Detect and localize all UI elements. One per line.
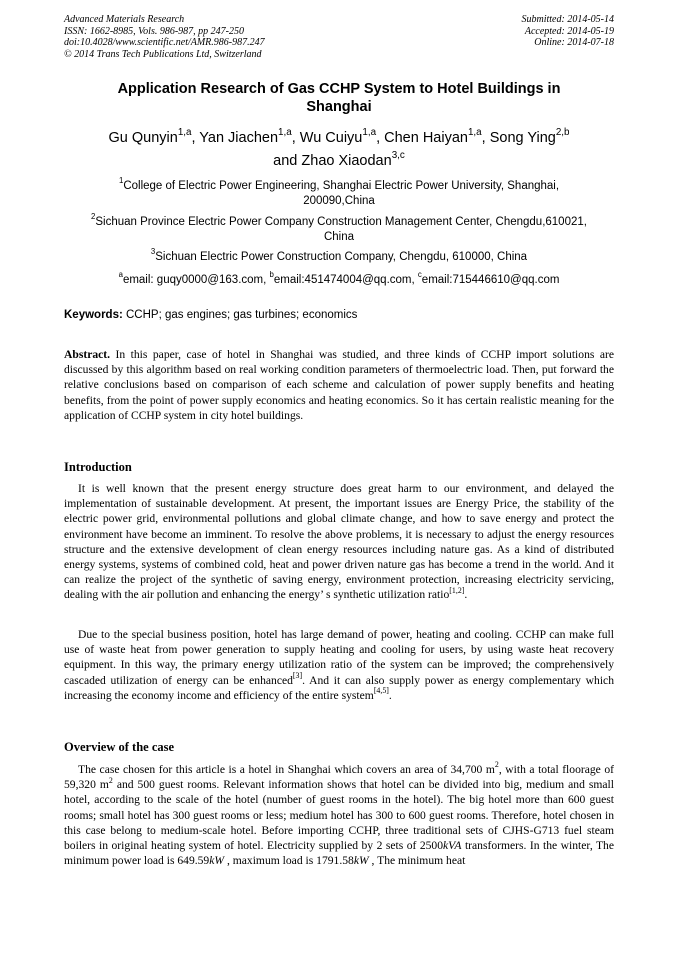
citation: [3]	[292, 670, 303, 680]
abstract-text: In this paper, case of hotel in Shanghai was studied, and three kinds of CCHP import solutions are discussed by this algorithm based on real working condition parameters of thermoelectric load. Then, put forward the relative conclusions based on comparison of each scheme and calculation of power supply benefits and heating benefits, from the point of power supply economics and heating economics. So it has certain realistic meaning for the application of CCHP system in city hotel buildings.	[64, 348, 614, 422]
unit-kw: kW	[353, 854, 369, 868]
affiliation-sup: 3	[150, 247, 156, 257]
author-name: Song Ying	[489, 130, 556, 146]
affiliation-text: College of Electric Power Engineering, Shanghai Electric Power University, Shanghai,	[123, 180, 560, 192]
keywords-text: CCHP; gas engines; gas turbines; economics	[122, 309, 358, 321]
doi-line[interactable]: doi:10.4028/www.scientific.net/AMR.986-987.247	[64, 37, 265, 48]
author-name: Yan Jiachen	[199, 130, 279, 146]
authors-line-1	[64, 127, 614, 150]
affiliation-1	[64, 176, 614, 208]
unit-kva: kVA	[443, 839, 462, 853]
section-heading-overview: Overview of the case	[64, 740, 175, 754]
unit-kw: kW	[209, 854, 225, 868]
author-name: Gu Qunyin	[108, 130, 178, 146]
dates-header	[522, 14, 615, 49]
affiliation-sup: 2	[91, 212, 96, 222]
paragraph-text: , maximum load is 1791.58	[224, 854, 354, 868]
affiliation-text: 200090,China	[303, 194, 375, 207]
author-sup: 2,b	[555, 127, 570, 139]
email-c[interactable]: email:715446610@qq.com	[421, 274, 560, 286]
keywords	[64, 308, 614, 323]
author-sep: ,	[481, 130, 490, 146]
paragraph-text: , with a total floorage of 59,320 m	[64, 763, 614, 792]
author-name: and Zhao Xiaodan	[273, 153, 392, 169]
online-date: Online: 2014-07-18	[534, 37, 614, 48]
paragraph-text: transformers. In the winter, The minimum power load is 649.59	[64, 839, 615, 868]
email-b[interactable]: email:451474004@qq.com,	[273, 274, 418, 286]
issn-line: ISSN: 1662-8985, Vols. 986-987, pp 247-250	[64, 25, 244, 37]
case-paragraph	[64, 762, 614, 868]
intro-paragraph-1	[64, 481, 614, 603]
author-sep: ,	[376, 130, 385, 146]
authors-line-2	[64, 150, 614, 173]
paragraph-text: .	[388, 688, 392, 702]
email-a[interactable]: email: guqy0000@163.com,	[122, 274, 270, 286]
intro-paragraph-2	[64, 627, 614, 703]
affiliation-text: Sichuan Electric Power Construction Company, Chengdu, 610000, China	[155, 251, 528, 263]
paragraph-text: The case chosen for this article is a hotel in Shanghai which covers an area of 34,700 m	[78, 763, 495, 776]
keywords-label: Keywords:	[64, 309, 123, 321]
author-name: Chen Haiyan	[384, 130, 468, 146]
affiliation-2	[64, 212, 614, 244]
unit-sup: 2	[494, 760, 499, 770]
author-sup: 1,a	[177, 127, 192, 139]
author-sup: 3,c	[391, 150, 405, 162]
abstract	[64, 347, 614, 423]
author-sup: 1,a	[278, 127, 292, 139]
affiliation-sup: 1	[118, 176, 124, 186]
author-sup: 1,a	[467, 127, 482, 139]
title-line-1: Application Research of Gas CCHP System to Hotel Buildings in	[117, 81, 561, 97]
paragraph-text: . And it can also supply power as energy complementary which increasing the economy income and efficiency of the entire system	[64, 673, 614, 702]
affiliation-text: China	[323, 230, 355, 243]
accepted-date: Accepted: 2014-05-19	[524, 25, 614, 37]
journal-name: Advanced Materials Research	[64, 14, 185, 25]
citation: [1,2]	[449, 585, 465, 595]
email-sup: b	[269, 270, 274, 280]
paper-title	[64, 80, 614, 116]
unit-sup: 2	[108, 775, 113, 785]
section-heading-introduction: Introduction	[64, 460, 132, 474]
affiliation-text: Sichuan Province Electric Power Company Construction Management Center, Chengdu,610021,	[95, 216, 587, 228]
email-line	[64, 270, 614, 288]
author-list	[64, 127, 614, 173]
author-name: Wu Cuiyu	[299, 130, 363, 146]
email-sup: c	[417, 270, 422, 280]
submitted-date: Submitted: 2014-05-14	[521, 14, 614, 25]
author-sep: ,	[291, 130, 300, 146]
affiliation-3	[64, 247, 614, 265]
paragraph-text: Due to the special business position, hotel has large demand of power, heating and cooling. CCHP can make full use of waste heat from power generation to supply heating and cooling for users, by using waste heat recovery equipment. In this way, the primary energy utilization ratio of the system can be improved; the comprehensively cascaded utilization of energy can be enhanced	[64, 628, 614, 687]
paragraph-text: It is well known that the present energy structure does great harm to our environment, and delayed the implementation of sustainable development. At present, the important issues are Energy Price, the stability of the electric power grid, environmental pollutions and global climate change, and how to save energy and protect the environment have become an imminent. To resolve the above problems, it is necessary to adjust the energy resources structure and the extensive development of clean energy resources including nature gas. As a kind of distributed energy systems, systems of combined cold, heat and power driven nature gas has become a trend in the world. And it can realize the project of the synthetic of saving energy, environment protection, increasing electricity servicing, dealing with the air pollution and enhancing the energy’ s synthetic utilization ratio	[64, 482, 614, 602]
paragraph-text: and 500 guest rooms. Relevant information shows that hotel can be divided into big, medium and small hotel, according to the scale of the hotel (number of guest rooms in the hotel). The big hotel more than 600 guest rooms; small hotel has 300 guest rooms or less; medium hotel has 300 to 600 guest rooms. Therefore, hotel chosen in this case belong to medium-scale hotel. Before importing CCHP, three traditional sets of CJHS-G713 fuel steam boilers in original heating system of hotel. Electricity supplied by 2 sets of 2500	[64, 778, 614, 853]
title-line-2: Shanghai	[306, 99, 372, 115]
email-sup: a	[118, 270, 123, 280]
author-sep: ,	[191, 130, 200, 146]
paragraph-text: .	[464, 588, 468, 602]
author-sup: 1,a	[362, 127, 377, 139]
abstract-label: Abstract.	[64, 348, 111, 361]
paragraph-text: , The minimum heat	[368, 854, 466, 868]
citation: [4,5]	[373, 686, 389, 696]
copyright-line: © 2014 Trans Tech Publications Ltd, Switzerland	[64, 48, 262, 60]
journal-header	[64, 14, 265, 60]
